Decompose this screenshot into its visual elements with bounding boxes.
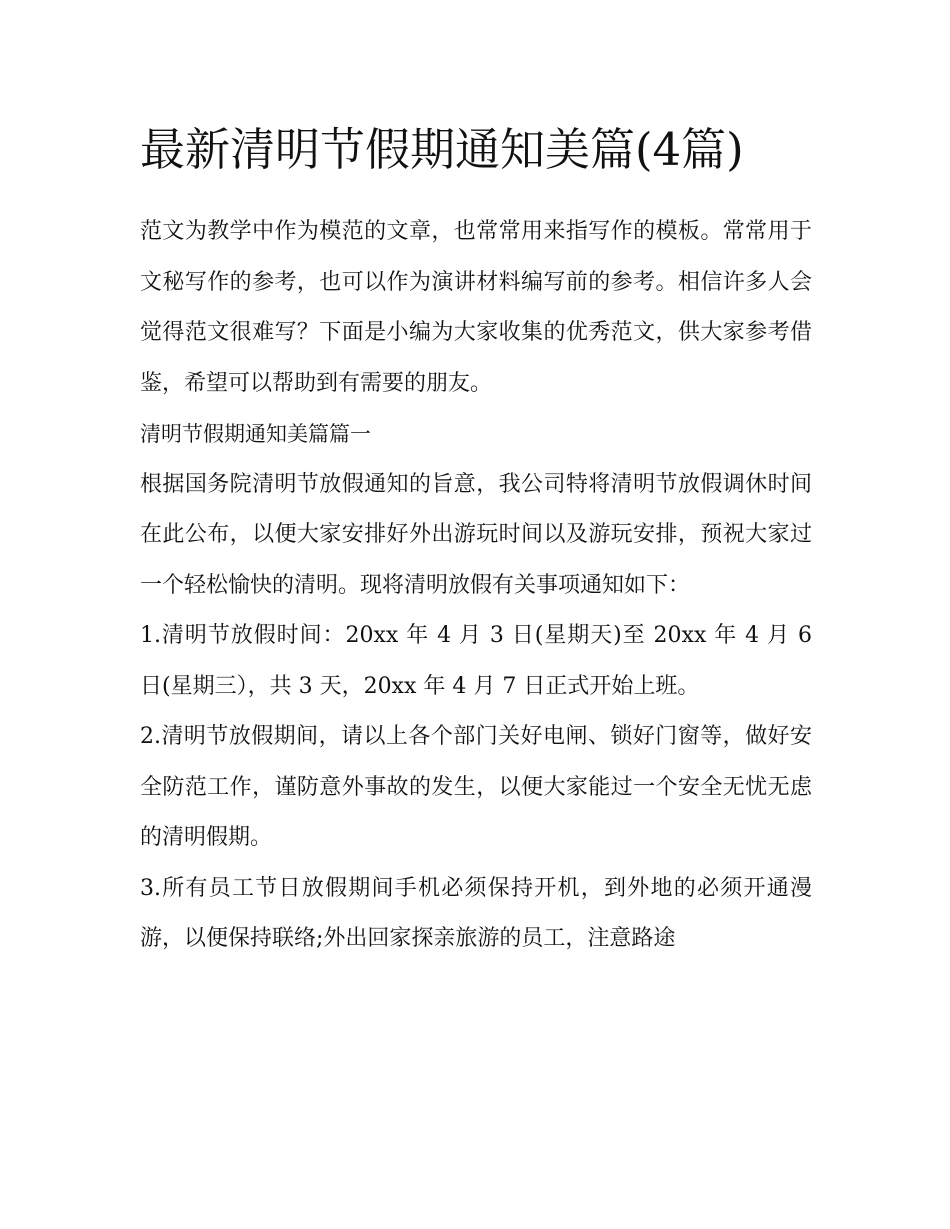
document-title: 最新清明节假期通知美篇(4篇) [140,123,744,176]
section-heading: 清明节假期通知美篇篇一 [140,422,371,446]
notice-item-1: 1.清明节放假时间：20xx 年 4 月 3 日(星期天)至 20xx 年 4 月 6 日(星期三），共 3 天，20xx 年 4 月 7 日正式开始上班。 [140,623,812,699]
notice-item-2: 2.清明节放假期间，请以上各个部门关好电闸、锁好门窗等，做好安全防范工作，谨防意外事故的发生，以便大家能过一个安全无忧无虑的清明假期。 [140,724,812,850]
notice-paragraph: 根据国务院清明节放假通知的旨意，我公司特将清明节放假调休时间在此公布，以便大家安排好外出游玩时间以及游玩安排，预祝大家过一个轻松愉快的清明。现将清明放假有关事项通知如下： [140,471,812,598]
intro-paragraph: 范文为教学中作为模范的文章，也常常用来指写作的模板。常常用于文秘写作的参考，也可以作为演讲材料编写前的参考。相信许多人会觉得范文很难写？下面是小编为大家收集的优秀范文，供大家参考借鉴，希望可以帮助到有需要的朋友。 [140,219,812,396]
document-body [140,207,812,965]
notice-item-3: 3.所有员工节日放假期间手机必须保持开机，到外地的必须开通漫游，以便保持联络;外出回家探亲旅游的员工，注意路途 [140,875,812,951]
document-content [140,112,812,965]
